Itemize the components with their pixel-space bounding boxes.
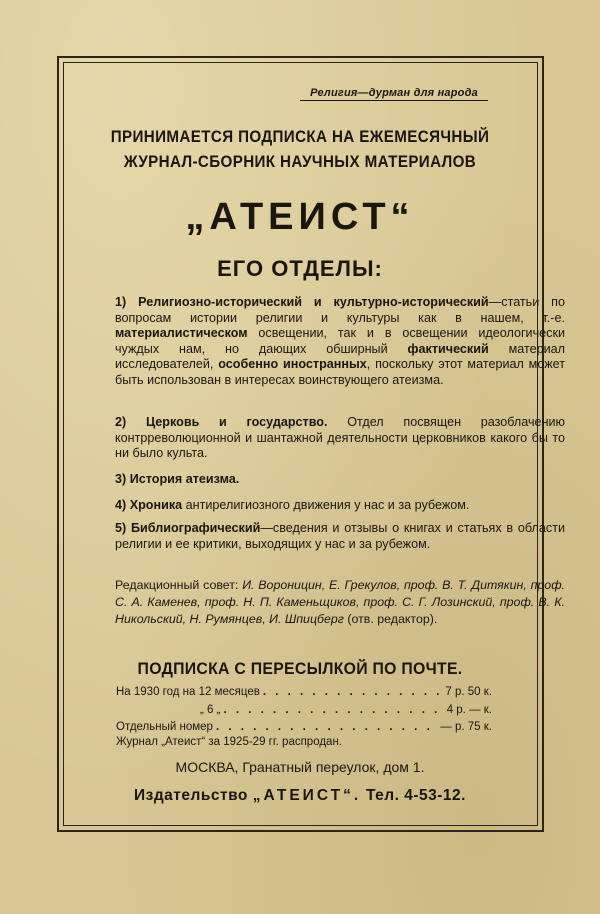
price-value: — р. 75 к. [440, 721, 492, 733]
section-5 [77, 521, 565, 552]
section-1-text-d: , поскольку этот материал может быть использован в интересах воинствующего атеизма. [115, 357, 565, 387]
publisher-name: „АТЕИСТ“. [252, 787, 362, 804]
section-1-text-c: материал исследователей, [115, 341, 565, 372]
council-suffix: (отв. редактор). [347, 612, 438, 626]
section-1-name: Религиозно-исторический и культурно-исторический [138, 295, 489, 309]
leader-dots [216, 721, 437, 733]
motto: Религия—дурман для народа [300, 87, 488, 101]
section-1-text-b: освещении, так и в освещении идеологически чуждых нам, но дающих обширный [115, 326, 565, 356]
section-1-bold-b: фактический [407, 341, 489, 356]
sold-out-text: Журнал „Атеист“ за 1925-29 гг. распродан. [116, 736, 343, 748]
section-3-number: 3) [115, 472, 127, 486]
section-1 [77, 295, 565, 389]
section-2-name: Церковь и государство. [145, 415, 328, 429]
publisher-phone: Тел. 4-53-12. [361, 787, 466, 804]
heading-line-1: ПРИНИМАЕТСЯ ПОДПИСКА НА ЕЖЕМЕСЯЧНЫЙ [110, 128, 490, 146]
price-row [116, 704, 492, 716]
price-label: На 1930 год на 12 месяцев [116, 686, 260, 698]
subscription-title: ПОДПИСКА С ПЕРЕСЫЛКОЙ ПО ПОЧТЕ. [137, 659, 463, 678]
publisher-prefix: Издательство [134, 787, 253, 804]
sold-out-note [116, 736, 492, 748]
leader-dots [223, 704, 443, 716]
price-value: 4 р. — к. [446, 704, 492, 716]
section-5-text: —сведения и отзывы о книгах и статьях в области религии и ее критики, выходящих у нас и за рубежом. [115, 521, 566, 551]
sections-title: ЕГО ОТДЕЛЫ: [217, 256, 383, 281]
section-1-bold-a: материалистическом [115, 326, 248, 341]
publisher-line [70, 787, 530, 805]
heading-line-2: ЖУРНАЛ-СБОРНИК НАУЧНЫХ МАТЕРИАЛОВ [123, 153, 477, 171]
section-2-text: Отдел посвящен разоблачению контрреволюционной и шантажной деятельности церковников какого бы то ни было культа. [115, 415, 565, 461]
address: МОСКВА, Гранатный переулок, дом 1. [175, 759, 425, 775]
price-label: „ 6 „ [200, 704, 221, 716]
section-1-number: 1) [115, 295, 127, 309]
editorial-council [77, 577, 565, 628]
section-4-name: Хроника [129, 498, 183, 512]
section-3-name: История атеизма. [129, 472, 240, 486]
section-2-number: 2) [115, 415, 127, 429]
price-row [116, 721, 492, 733]
section-1-text-a: —статьи по вопросам истории религии и культуры как в нашем, т.-е. [115, 295, 566, 325]
section-5-number: 5) [115, 521, 127, 535]
council-label: Редакционный совет: [115, 578, 239, 592]
section-5-name: Библиографический [130, 521, 261, 535]
leader-dots [263, 686, 443, 698]
section-1-bold-c: особенно иностранных [218, 357, 367, 372]
price-label: Отдельный номер [116, 721, 213, 733]
council-names: И. Вороницин, Е. Грекулов, проф. В. Т. Дитякин, проф. С. А. Каменев, проф. Н. П. Каменьщиков, проф. С. Г. Лозинский, проф. В. К. Никольский, Н. Румянцев, И. Шпицберг [115, 578, 565, 626]
price-row [116, 686, 492, 698]
section-2 [77, 415, 565, 462]
section-3 [77, 472, 565, 488]
price-value: 7 р. 50 к. [445, 686, 492, 698]
section-4-text: антирелигиозного движения у нас и за рубежом. [182, 498, 470, 512]
journal-title: „АТЕИСТ“ [185, 196, 415, 238]
section-4 [77, 498, 565, 514]
section-4-number: 4) [115, 498, 127, 512]
